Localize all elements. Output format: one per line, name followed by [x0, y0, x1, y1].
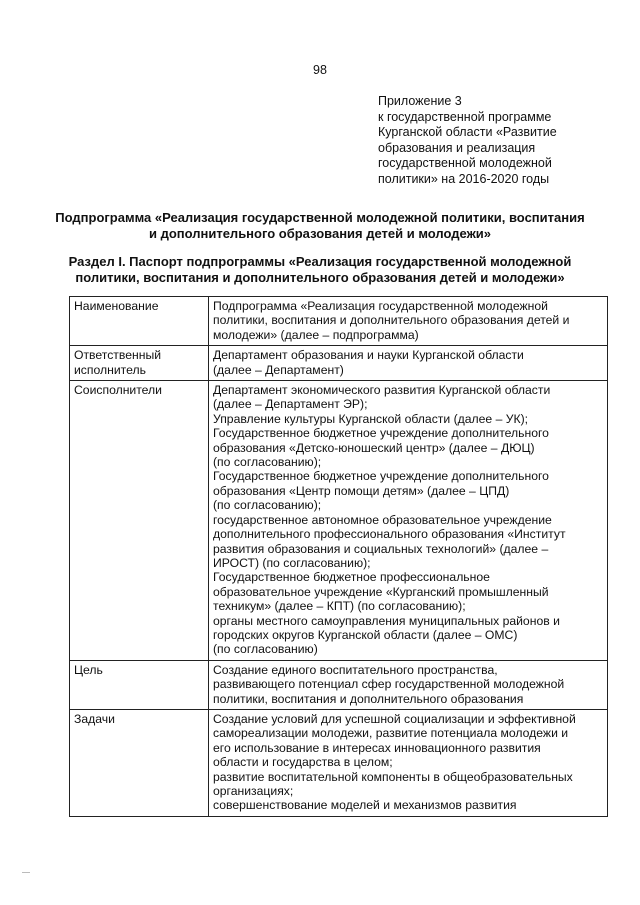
row-value-line: городских округов Курганской области (далее – ОМС) [213, 627, 518, 642]
row-value-line: молодежи» (далее – подпрограмма) [213, 327, 419, 342]
appendix-line: к государственной программе [378, 109, 552, 124]
row-value-line: Департамент образования и науки Курганской области [213, 348, 524, 363]
passport-table [69, 296, 608, 817]
table-row [70, 660, 608, 709]
row-label-line: Задачи [74, 711, 115, 726]
table-row [70, 297, 608, 346]
row-value-line: Создание единого воспитательного пространства, [213, 662, 498, 677]
appendix-line: Приложение 3 [378, 94, 462, 108]
row-value-line: Департамент экономического развития Курганской области [213, 383, 551, 398]
row-label-cell [70, 346, 209, 381]
row-label-line: исполнитель [74, 362, 146, 377]
page-number: 98 [313, 63, 327, 77]
row-value-line: дополнительного профессионального образования «Институт [213, 527, 566, 542]
row-value-line: Государственное бюджетное учреждение дополнительного [213, 469, 549, 484]
row-value-line: организациях; [213, 784, 294, 798]
row-value-line: развития образования и социальных технологий» (далее – [213, 541, 549, 556]
row-value-line: государственное автономное образовательное учреждение [213, 512, 552, 527]
row-value-line: Государственное бюджетное профессиональное [213, 570, 490, 585]
title-line: Подпрограмма «Реализация государственной молодежной политики, воспитания [55, 210, 585, 225]
row-value-line: Государственное бюджетное учреждение дополнительного [213, 426, 549, 441]
row-value-line: совершенствование моделей и механизмов развития [213, 798, 517, 813]
row-label-cell [70, 297, 209, 346]
appendix-line: образования и реализация [378, 140, 536, 155]
row-value-line: (далее – Департамент) [213, 362, 344, 377]
appendix-line: Курганской области «Развитие [378, 125, 557, 139]
row-label-cell [70, 660, 209, 709]
appendix-line: государственной молодежной [378, 156, 552, 170]
section-title [0, 254, 640, 286]
row-value-line: образования «Детско-юношеский центр» (далее – ДЮЦ) [213, 440, 535, 455]
scan-artifact [22, 872, 30, 873]
row-value-line: области и государства в целом; [213, 755, 393, 770]
title-line: и дополнительного образования детей и молодежи» [148, 226, 492, 241]
row-value-line: его использование в интересах инновационного развития [213, 740, 541, 755]
row-value-line: политики, воспитания и дополнительного образования детей и [213, 313, 570, 328]
section-title-line: политики, воспитания и дополнительного образования детей и молодежи» [75, 270, 565, 285]
document-title [0, 210, 640, 242]
passport-table-body [70, 297, 608, 817]
row-value-line: (по согласованию); [213, 498, 322, 513]
row-value-line: развитие воспитательной компоненты в общеобразовательных [213, 769, 573, 784]
row-value-line: Подпрограмма «Реализация государственной молодежной [213, 299, 548, 313]
row-label-cell [70, 709, 209, 816]
row-value-line: образовательное учреждение «Курганский промышленный [213, 584, 549, 599]
row-label-line: Соисполнители [74, 383, 162, 398]
row-value-line: Управление культуры Курганской области (далее – УК); [213, 411, 529, 426]
row-value-line: политики, воспитания и дополнительного образования [213, 691, 524, 706]
row-value-line: органы местного самоуправления муниципальных районов и [213, 613, 560, 628]
row-value-line: Создание условий для успешной социализации и эффективной [213, 711, 576, 726]
row-label-line: Цель [74, 662, 103, 677]
row-value-cell [209, 709, 608, 816]
table-row [70, 709, 608, 816]
row-label-line: Ответственный [74, 348, 162, 363]
row-value-cell [209, 346, 608, 381]
row-value-cell [209, 660, 608, 709]
row-value-line: образования «Центр помощи детям» (далее – ЦПД) [213, 483, 510, 498]
section-title-line: Раздел I. Паспорт подпрограммы «Реализация государственной молодежной [68, 254, 572, 269]
table-row [70, 346, 608, 381]
row-value-line: техникум» (далее – КПТ) (по согласованию); [213, 599, 466, 614]
row-label-cell [70, 381, 209, 661]
row-value-line: ИРОСТ) (по согласованию); [213, 555, 371, 570]
row-value-cell [209, 381, 608, 661]
appendix-block [378, 94, 628, 187]
table-row [70, 381, 608, 661]
row-value-line: (по согласованию); [213, 455, 322, 470]
appendix-line: политики» на 2016-2020 годы [378, 171, 550, 186]
row-value-line: развивающего потенциал сфер государственной молодежной [213, 677, 565, 692]
row-value-line: (далее – Департамент ЭР); [213, 397, 368, 412]
row-value-line: самореализации молодежи, развитие потенциала молодежи и [213, 726, 569, 741]
row-label-line: Наименование [74, 299, 159, 313]
row-value-line: (по согласованию) [213, 642, 318, 657]
row-value-cell [209, 297, 608, 346]
